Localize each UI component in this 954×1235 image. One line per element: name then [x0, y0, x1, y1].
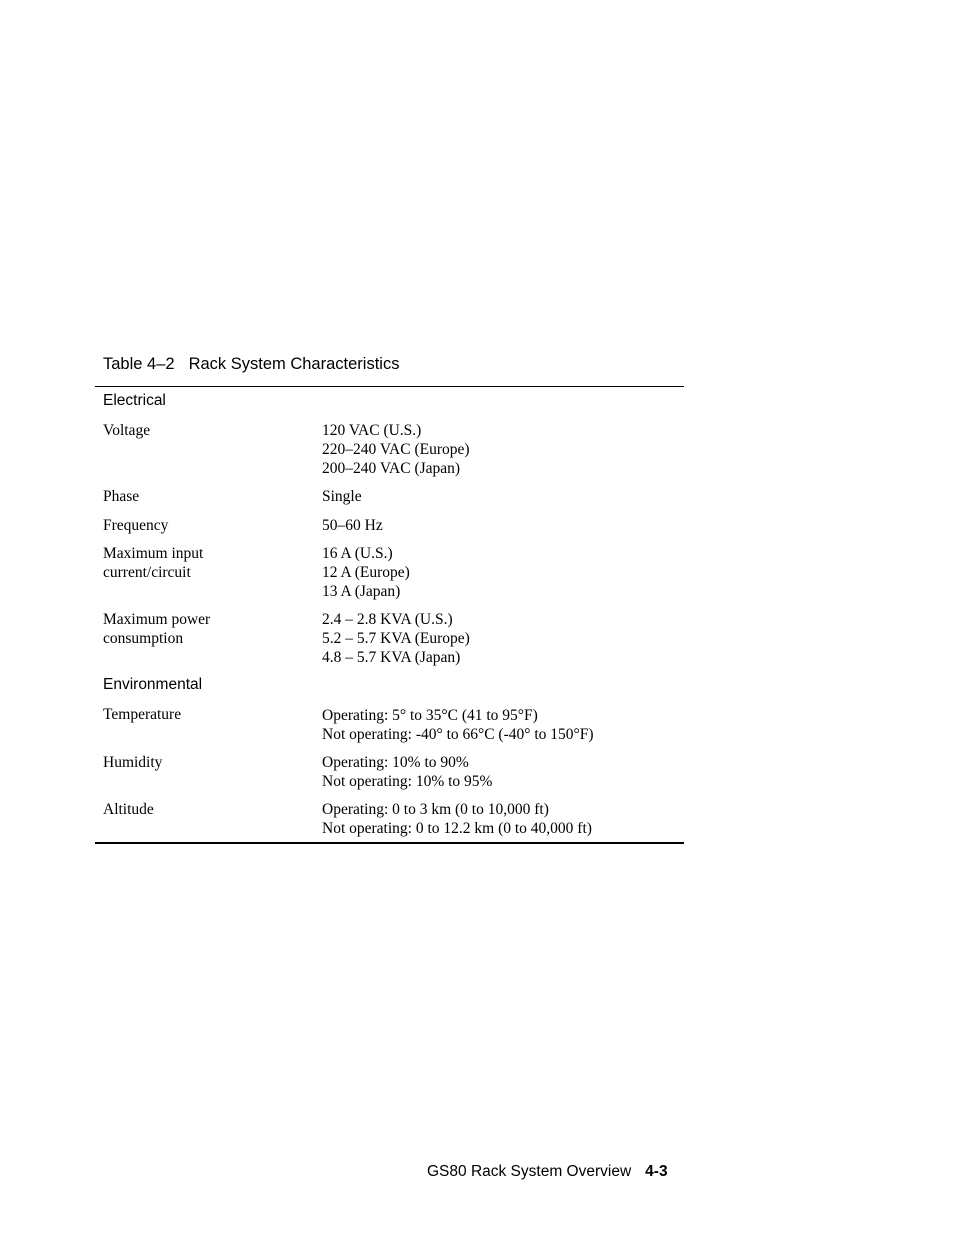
page-footer [427, 1163, 668, 1181]
table-number: Table 4–2 [103, 355, 175, 373]
row-value-voltage: 120 VAC (U.S.) 220–240 VAC (Europe) 200–240 VAC (Japan) [322, 422, 470, 477]
row-value-max-power: 2.4 – 2.8 KVA (U.S.) 5.2 – 5.7 KVA (Europe) 4.8 – 5.7 KVA (Japan) [322, 611, 470, 666]
row-value-humidity: Operating: 10% to 90% Not operating: 10% to 95% [322, 754, 493, 790]
row-label-frequency: Frequency [103, 517, 169, 534]
section-heading-electrical: Electrical [103, 392, 166, 409]
running-title: GS80 Rack System Overview [427, 1163, 632, 1180]
row-label-max-power: Maximum power consumption [103, 611, 211, 647]
table-caption [103, 355, 399, 374]
row-label-temperature: Temperature [103, 706, 182, 723]
section-heading-environmental: Environmental [103, 676, 203, 693]
row-value-altitude: Operating: 0 to 3 km (0 to 10,000 ft) Not operating: 0 to 12.2 km (0 to 40,000 ft) [322, 801, 592, 837]
row-label-altitude: Altitude [103, 801, 154, 818]
row-value-temperature: Operating: 5° to 35°C (41 to 95°F) Not operating: -40° to 66°C (-40° to 150°F) [322, 707, 594, 743]
row-label-humidity: Humidity [103, 754, 163, 771]
row-label-voltage: Voltage [103, 422, 151, 439]
row-value-phase: Single [322, 488, 362, 505]
table-bottom-rule [95, 842, 684, 844]
table-title: Rack System Characteristics [188, 355, 400, 373]
table-top-rule [95, 386, 684, 387]
row-value-frequency: 50–60 Hz [322, 517, 383, 534]
row-label-max-input-current: Maximum input current/circuit [103, 545, 204, 581]
page-number: 4-3 [645, 1163, 668, 1180]
row-label-phase: Phase [103, 488, 140, 505]
row-value-max-input-current: 16 A (U.S.) 12 A (Europe) 13 A (Japan) [322, 545, 410, 600]
